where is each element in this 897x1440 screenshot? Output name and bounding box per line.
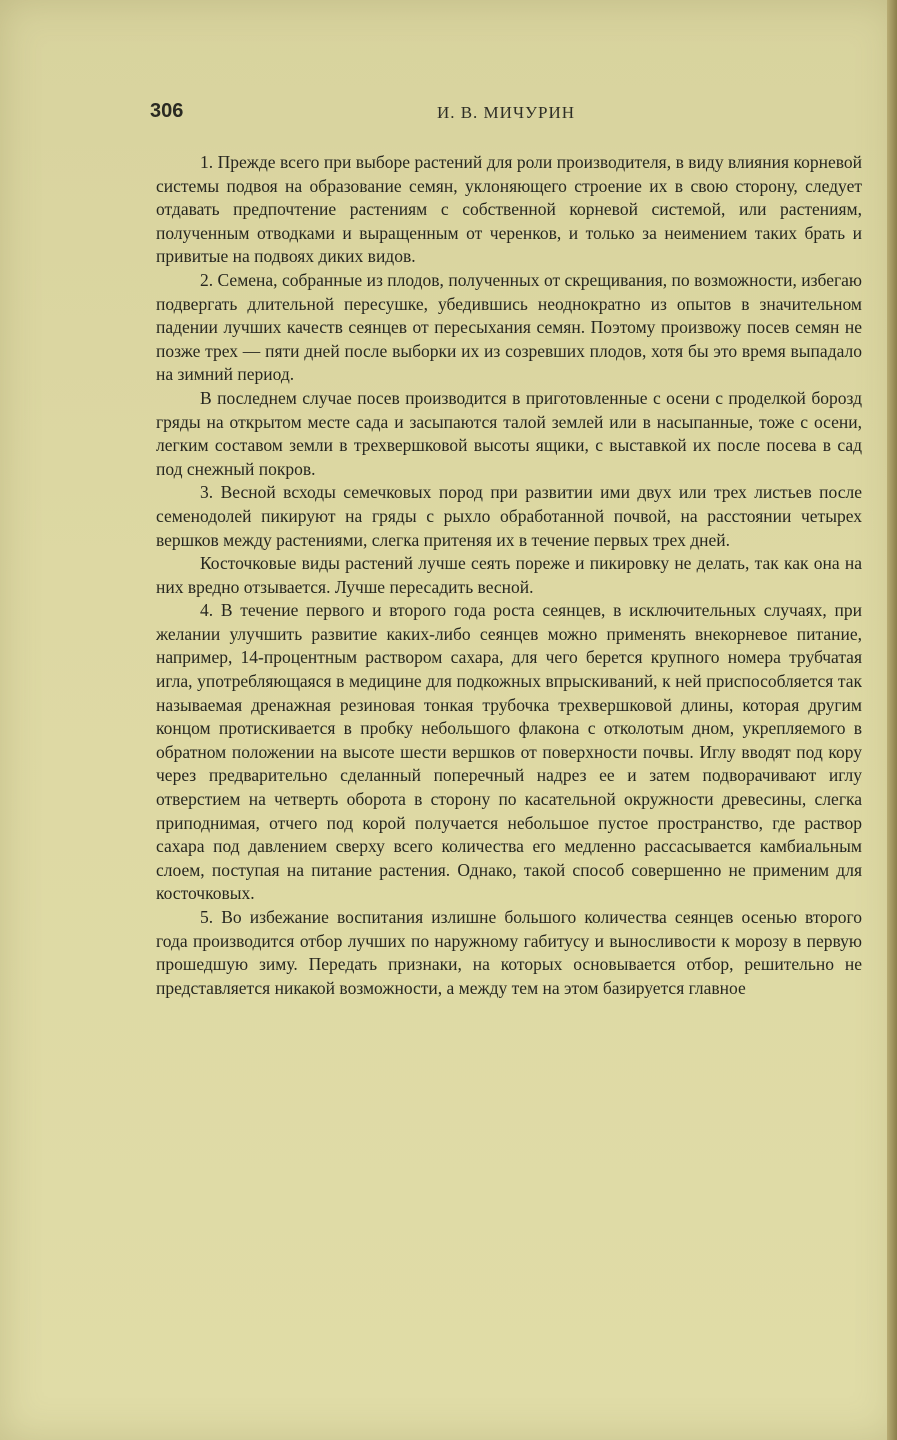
paragraph-7: 5. Во избежание воспитания излишне большого количества сеянцев осенью второго года производится отбор лучших по наружному габитусу и выносливости к морозу в первую прошедшую зиму. Передать признаки, на которых основывается отбор, решительно не представляется никакой возможности, а между тем на этом базируется главное — [156, 907, 862, 998]
body-text — [156, 151, 862, 1000]
running-head-author: И. В. МИЧУРИН — [436, 103, 576, 122]
paragraph-2: 2. Семена, собранные из плодов, полученных от скрещивания, по возможности, избегаю подвергать длительной пересушке, убедившись неоднократно из опытов в значительном падении лучших качеств сеянцев от пересыхания семян. Поэтому произвожу посев семян не позже трех — пяти дней после выборки их из созревших плодов, хотя бы это время выпадало на зимний период. — [156, 269, 862, 385]
paragraph-4: 3. Весной всходы семечковых пород при развитии ими двух или трех листьев после семенодолей пикируют на гряды с рыхло обработанной почвой, на расстоянии четырех вершков между растениями, слегка притеняя их в течение первых трех дней. — [156, 482, 862, 550]
paragraph-1: 1. Прежде всего при выборе растений для роли производителя, в виду влияния корневой системы подвоя на образование семян, уклоняющего строение их в свою сторону, следует отдавать предпочтение растениям с собственной корневой системой, или растениям, полученным отводками и выращенным от черенков, и только за неимением таких брать и привитые на подвоях диких видов. — [156, 152, 862, 267]
paragraph-6: 4. В течение первого и второго года роста сеянцев, в исключительных случаях, при желании улучшить развитие каких-либо сеянцев можно применять внекорневое питание, например, 14-процентным раствором сахара, для чего берется крупного номера трубчатая игла, употребляющаяся в медицине для подкожных впрыскиваний, к ней приспособляется так называемая дренажная резиновая тонкая трубочка трехвершковой длины, которая другим концом протискивается в пробку небольшого флакона с отколотым дном, укрепляемого в обратном положении на высоте шести вершков от поверхности почвы. Иглу вводят под кору через предварительно сделанный поперечный надрез ее и затем подворачивают иглу отверстием на четверть оборота в сторону по касательной окружности древесины, слегка приподнимая, отчего под корой получается небольшое пустое пространство, где раствор сахара под давлением сверху всего количества его медленно рассасывается камбиальным слоем, поступая на питание растения. Однако, такой способ совершенно не применим для косточковых. — [156, 600, 862, 904]
page-number: 306 — [150, 100, 184, 122]
paragraph-5: Косточковые виды растений лучше сеять пореже и пикировку не делать, так как она на них вредно отзывается. Лучше пересадить весной. — [156, 553, 862, 597]
book-spine-edge — [887, 0, 897, 1440]
page-header — [150, 100, 862, 130]
paragraph-3: В последнем случае посев производится в приготовленные с осени с проделкой борозд гряды на открытом месте сада и засыпаются талой землей или в насыпанные, тоже с осени, легким составом земли в трехвершковой высоты ящики, с выставкой их после посева в сад под снежный покров. — [156, 387, 862, 479]
